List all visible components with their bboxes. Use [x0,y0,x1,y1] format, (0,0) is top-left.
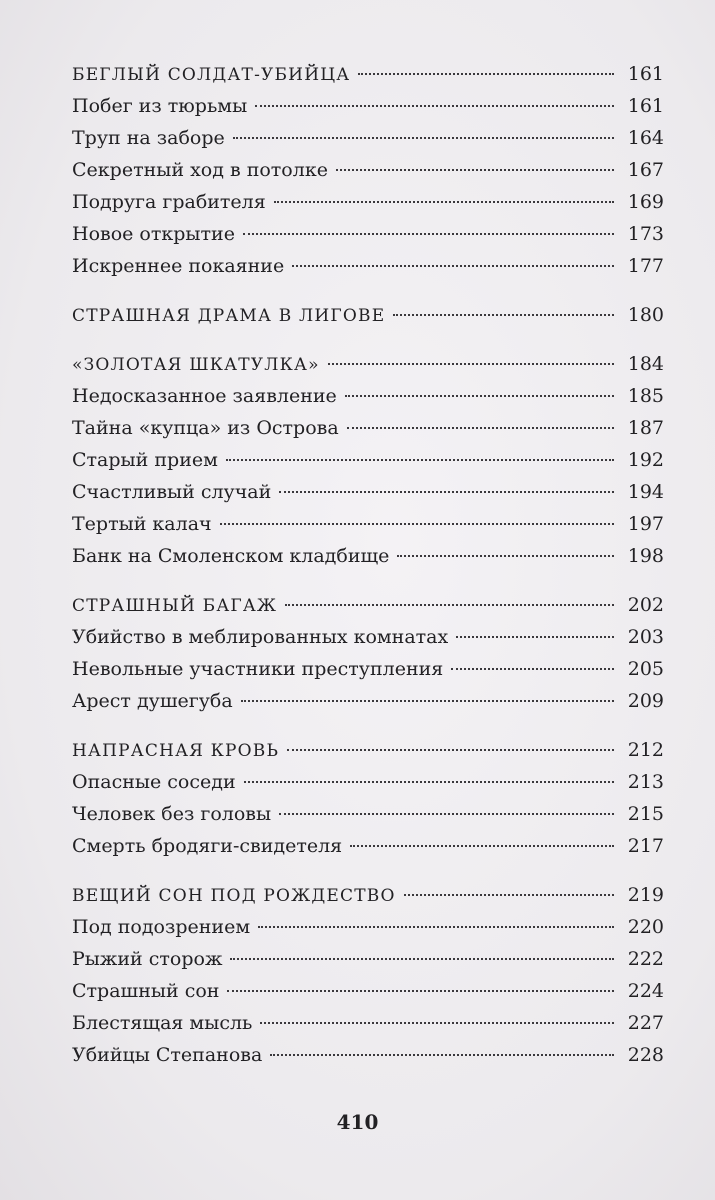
entry-page-number: 205 [627,658,664,680]
dot-leader [279,491,614,493]
entry-title: Арест душегуба [72,690,233,712]
dot-leader [274,201,614,203]
entry-page-number: 209 [627,690,664,712]
toc-section [72,299,664,331]
dot-leader [226,459,614,461]
dot-leader [241,700,614,702]
dot-leader [345,395,614,397]
dot-leader [456,636,614,638]
dot-leader [270,1054,614,1056]
toc-entry-row [72,380,664,412]
dot-leader [393,314,614,316]
entry-page-number: 203 [627,626,664,648]
entry-title: Под подозрением [72,916,251,938]
entry-page-number: 169 [627,191,664,213]
entry-title: Человек без головы [72,803,272,825]
toc-entry-row [72,975,664,1007]
toc-section [72,734,664,862]
dot-leader [244,781,614,783]
entry-page-number: 161 [627,95,664,117]
entry-page-number: 217 [627,835,664,857]
chapter-title: БЕГЛЫЙ СОЛДАТ-УБИЙЦА [72,65,351,85]
entry-page-number: 215 [627,803,664,825]
entry-page-number: 161 [627,63,664,85]
toc-entry-row [72,508,664,540]
entry-page-number: 185 [627,385,664,407]
entry-title: Смерть бродяги-свидетеля [72,835,343,857]
toc-entry-row [72,250,664,282]
toc-chapter-row [72,734,664,766]
dot-leader [287,749,614,751]
toc-entry-row [72,621,664,653]
entry-page-number: 212 [627,739,664,761]
dot-leader [397,555,614,557]
entry-page-number: 197 [627,513,664,535]
toc-entry-row [72,154,664,186]
entry-title: Страшный сон [72,980,220,1002]
entry-title: Старый прием [72,449,218,471]
toc-chapter-row [72,348,664,380]
chapter-title: НАПРАСНАЯ КРОВЬ [72,741,280,761]
table-of-contents [72,58,664,1088]
entry-page-number: 164 [627,127,664,149]
entry-page-number: 180 [627,304,664,326]
chapter-title: «ЗОЛОТАЯ ШКАТУЛКА» [72,355,320,375]
entry-page-number: 167 [627,159,664,181]
entry-page-number: 173 [627,223,664,245]
toc-entry-row [72,186,664,218]
toc-entry-row [72,476,664,508]
entry-title: Убийцы Степанова [72,1044,263,1066]
entry-page-number: 187 [627,417,664,439]
toc-chapter-row [72,58,664,90]
entry-title: Новое открытие [72,223,235,245]
entry-page-number: 227 [627,1012,664,1034]
entry-title: Искреннее покаяние [72,255,285,277]
entry-title: Труп на заборе [72,127,225,149]
toc-chapter-row [72,589,664,621]
toc-entry-row [72,540,664,572]
entry-title: Подруга грабителя [72,191,266,213]
toc-entry-row [72,653,664,685]
toc-entry-row [72,412,664,444]
dot-leader [220,523,614,525]
entry-page-number: 213 [627,771,664,793]
entry-page-number: 194 [627,481,664,503]
dot-leader [285,604,614,606]
dot-leader [279,813,614,815]
toc-section [72,348,664,572]
page-number: 410 [336,1110,379,1134]
toc-entry-row [72,90,664,122]
toc-section [72,879,664,1071]
entry-title: Недосказанное заявление [72,385,337,407]
toc-entry-row [72,943,664,975]
toc-entry-row [72,798,664,830]
entry-title: Рыжий сторож [72,948,223,970]
entry-page-number: 228 [627,1044,664,1066]
entry-title: Тайна «купца» из Острова [72,417,339,439]
dot-leader [328,363,614,365]
entry-title: Невольные участники преступления [72,658,444,680]
entry-page-number: 184 [627,353,664,375]
dot-leader [336,169,614,171]
toc-section [72,58,664,282]
toc-entry-row [72,911,664,943]
entry-title: Тертый калач [72,513,212,535]
dot-leader [350,845,614,847]
dot-leader [230,958,614,960]
entry-page-number: 192 [627,449,664,471]
dot-leader [233,137,614,139]
toc-entry-row [72,1039,664,1071]
entry-title: Счастливый случай [72,481,272,503]
dot-leader [358,73,614,75]
toc-entry-row [72,1007,664,1039]
entry-page-number: 177 [627,255,664,277]
entry-title: Блестящая мысль [72,1012,253,1034]
toc-entry-row [72,830,664,862]
toc-entry-row [72,444,664,476]
entry-title: Убийство в меблированных комнатах [72,626,449,648]
dot-leader [243,233,614,235]
toc-chapter-row [72,299,664,331]
dot-leader [258,926,614,928]
toc-entry-row [72,218,664,250]
dot-leader [404,894,614,896]
dot-leader [260,1022,614,1024]
toc-entry-row [72,685,664,717]
dot-leader [227,990,614,992]
entry-page-number: 220 [627,916,664,938]
chapter-title: ВЕЩИЙ СОН ПОД РОЖДЕСТВО [72,886,396,906]
toc-chapter-row [72,879,664,911]
entry-title: Опасные соседи [72,771,236,793]
chapter-title: СТРАШНЫЙ БАГАЖ [72,596,278,616]
dot-leader [292,265,614,267]
entry-title: Банк на Смоленском кладбище [72,545,390,567]
chapter-title: СТРАШНАЯ ДРАМА В ЛИГОВЕ [72,306,386,326]
entry-page-number: 224 [627,980,664,1002]
entry-page-number: 219 [627,884,664,906]
entry-page-number: 198 [627,545,664,567]
dot-leader [347,427,614,429]
toc-entry-row [72,122,664,154]
dot-leader [255,105,614,107]
entry-title: Побег из тюрьмы [72,95,248,117]
toc-entry-row [72,766,664,798]
entry-page-number: 222 [627,948,664,970]
dot-leader [451,668,614,670]
toc-section [72,589,664,717]
entry-title: Секретный ход в потолке [72,159,328,181]
entry-page-number: 202 [627,594,664,616]
